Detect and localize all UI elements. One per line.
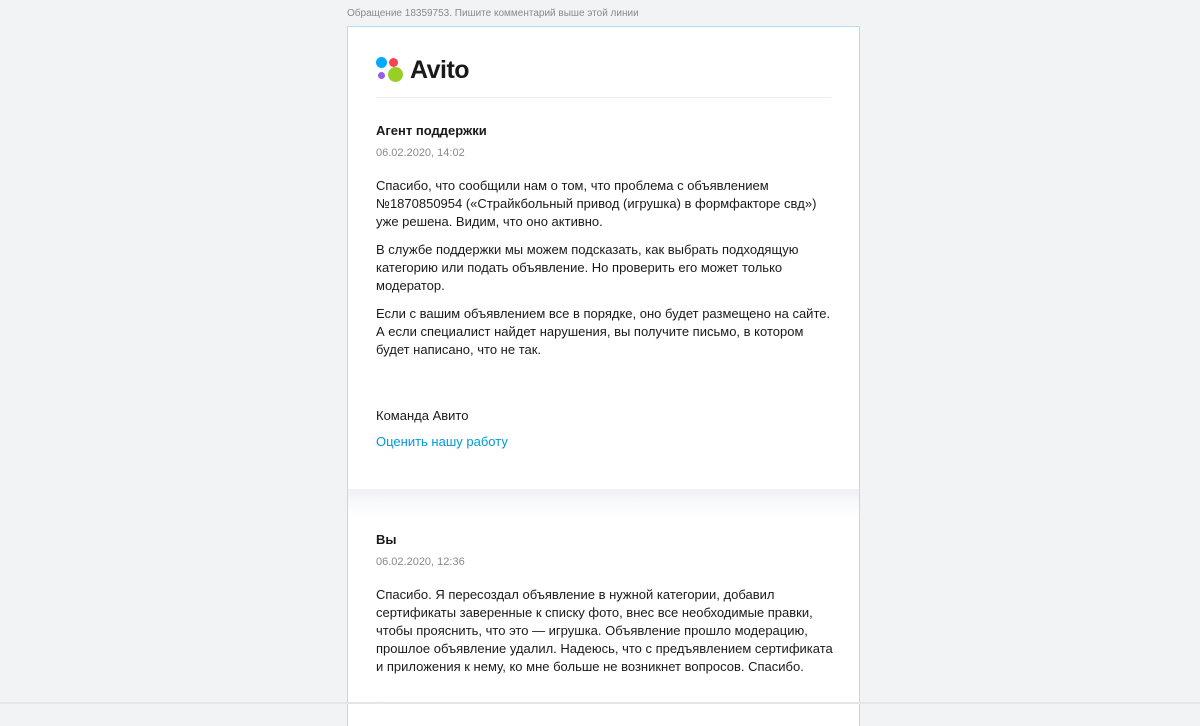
logo-dot-purple: [378, 72, 385, 79]
signature: Команда Авито: [376, 408, 469, 423]
message-paragraph: Спасибо, что сообщили нам о том, что проблема с объявлением №1870850954 («Страйкбольный привод (игрушка) в формфакторе свд») уже решена. Видим, что оно активно.: [376, 178, 817, 229]
message-date: 06.02.2020, 12:36: [376, 556, 465, 568]
message-paragraph: Спасибо. Я пересоздал объявление в нужной категории, добавил сертификаты заверенные к списку фото, внес все необходимые правки, чтобы прояснить, что это — игрушка. Объявление прошло модерацию, прошлое объявление удалил. Надеюсь, что с предъявлением сертификата и приложения к нему, ко мне больше не возникнет вопросов. Спасибо.: [376, 587, 833, 674]
logo-dot-blue: [376, 57, 387, 68]
message-author: Агент поддержки: [376, 123, 487, 138]
avito-logo-dots-icon: [376, 57, 406, 87]
message-paragraph: В службе поддержки мы можем подсказать, как выбрать подходящую категорию или подать объявление. Но проверить его может только модератор.: [376, 242, 799, 293]
message-paragraph: Если с вашим объявлением все в порядке, оно будет размещено на сайте. А если специалист найдет нарушения, вы получите письмо, в котором будет написано, что не так.: [376, 306, 831, 357]
message-separator: [348, 489, 860, 517]
logo-wordmark: Avito: [410, 56, 470, 84]
logo-dot-red: [389, 58, 398, 67]
message-support-agent: [376, 123, 836, 359]
email-card: [347, 26, 860, 726]
message-signature-block: [376, 408, 836, 451]
comment-line-note: Обращение 18359753. Пишите комментарий выше этой линии: [347, 8, 639, 19]
logo-divider: [376, 97, 831, 98]
rate-work-link[interactable]: Оценить нашу работу: [376, 434, 508, 449]
message-date: 06.02.2020, 14:02: [376, 147, 465, 159]
avito-logo: [376, 57, 469, 87]
logo-dot-green: [388, 67, 403, 82]
message-user: [376, 532, 836, 709]
message-author: Вы: [376, 532, 397, 547]
